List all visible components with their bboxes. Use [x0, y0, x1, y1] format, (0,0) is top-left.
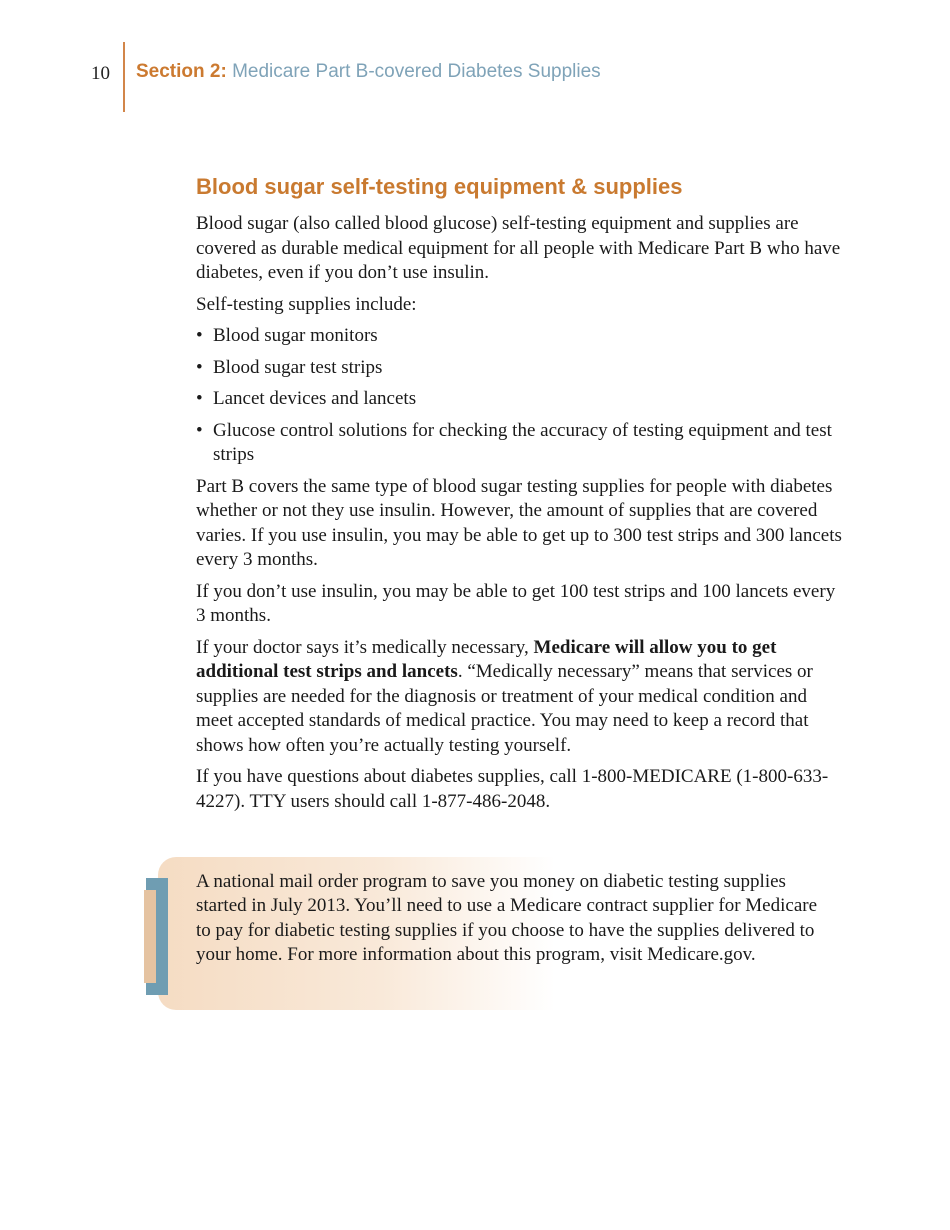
- no-insulin-paragraph: If you don’t use insulin, you may be able to get 100 test strips and 100 lancets every 3 months.: [196, 580, 836, 626]
- list-item: [196, 356, 846, 381]
- article-body: [196, 170, 846, 821]
- necessary-text-bold: Medicare will allow you to get additional test strips and lancets: [196, 636, 777, 682]
- callout-text: A national mail order program to save you money on diabetic testing supplies started in July 2013. You’ll need to use a Medicare contract supplier for Medicare to pay for diabetic testing supplies if you choose to have the supplies delivered to your home. For more information about this program, visit Medicare.gov.: [196, 871, 818, 965]
- list-item: [196, 387, 846, 412]
- list-item-text: Blood sugar monitors: [213, 325, 378, 346]
- intro-paragraph: Blood sugar (also called blood glucose) self-testing equipment and supplies are covered as durable medical equipment for all people with Medicare Part B who have diabetes, even if you don’t use insulin.: [196, 213, 841, 283]
- list-item-text: Glucose control solutions for checking the accuracy of testing equipment and test strips: [213, 419, 832, 465]
- list-item: [196, 419, 846, 468]
- section-label: Section 2:: [136, 61, 227, 82]
- section-header: [136, 61, 601, 83]
- list-item-text: Blood sugar test strips: [213, 356, 383, 378]
- callout-accent-stripe: [144, 890, 156, 983]
- bullet-icon: •: [196, 325, 203, 346]
- insulin-paragraph: Part B covers the same type of blood sugar testing supplies for people with diabetes whether or not they use insulin. However, the amount of supplies that are covered varies. If you use insulin, you may be able to get up to 300 test strips and 300 lancets every 3 months.: [196, 475, 842, 570]
- bullet-icon: •: [196, 388, 203, 409]
- page-number: 10: [91, 63, 110, 84]
- questions-paragraph: If you have questions about diabetes supplies, call 1-800-MEDICARE (1-800-633-4227). TTY users should call 1-877-486-2048.: [196, 766, 829, 812]
- necessary-text-start: If your doctor says it’s medically necessary,: [196, 636, 534, 658]
- list-intro: Self-testing supplies include:: [196, 293, 417, 315]
- list-item-text: Lancet devices and lancets: [213, 388, 417, 409]
- necessary-text-end: . “Medically necessary” means that services or supplies are needed for the diagnosis or treatment of your medical condition and meet accepted standards of medical practice. You may need to keep a record that shows how often you’re actually testing yourself.: [196, 661, 813, 756]
- supplies-list: [196, 324, 846, 468]
- bullet-icon: •: [196, 356, 203, 378]
- header-divider: [123, 42, 125, 112]
- bullet-icon: •: [196, 419, 203, 441]
- medically-necessary-paragraph: [196, 636, 846, 759]
- section-title: Medicare Part B-covered Diabetes Supplies: [232, 61, 601, 82]
- article-heading: Blood sugar self-testing equipment & supplies: [196, 174, 683, 199]
- list-item: [196, 324, 846, 349]
